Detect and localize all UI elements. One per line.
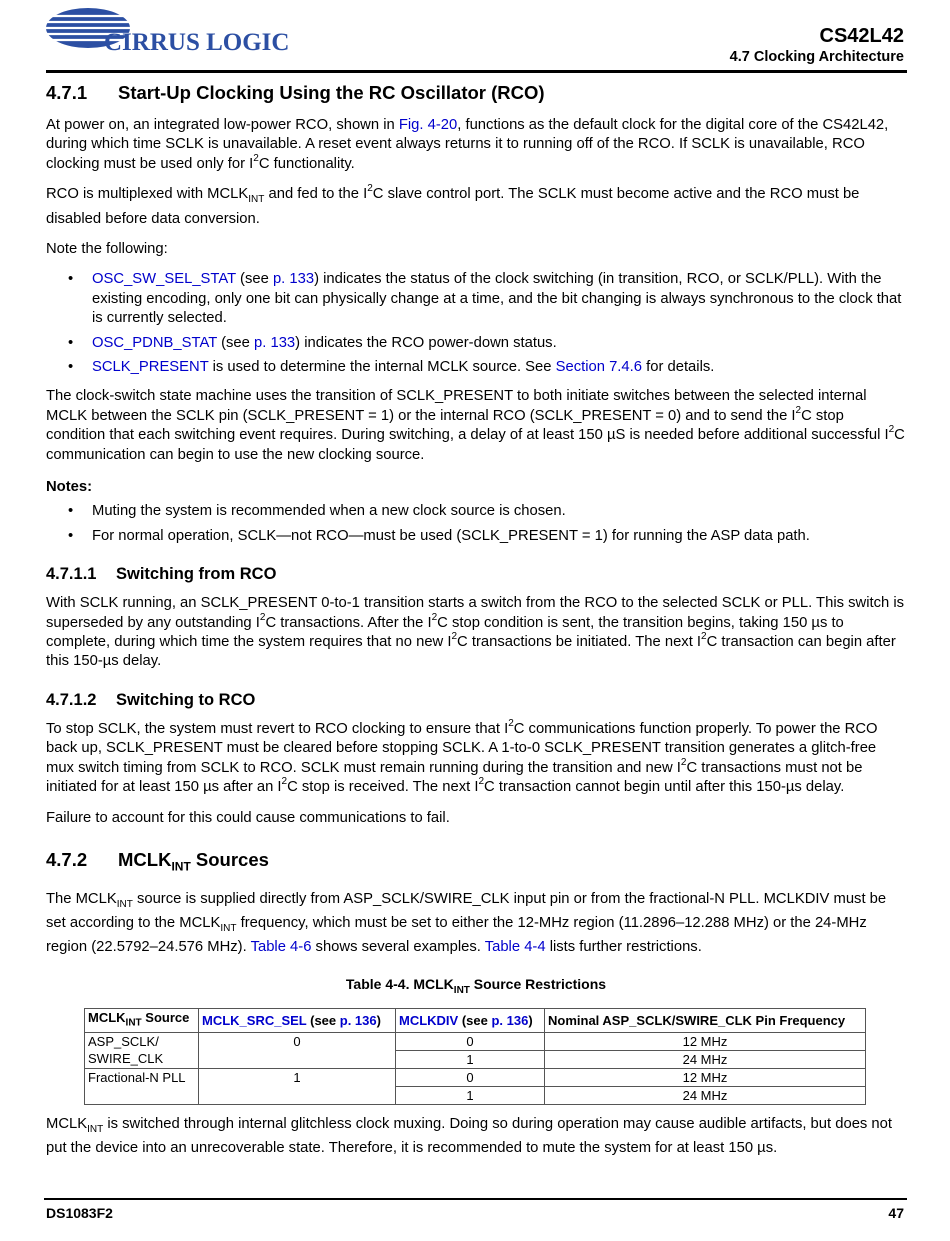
svg-text:CIRRUS LOGIC: CIRRUS LOGIC (104, 29, 290, 56)
section-heading-4-7-1-1: 4.7.1.1 Switching from RCO (46, 565, 277, 584)
footer-rule (44, 1198, 907, 1200)
table-cell: 1 (396, 1050, 545, 1068)
list-item: • OSC_SW_SEL_STAT (see p. 133) indicates the status of the clock switching (in transition, RCO, or SCLK/PLL). With the existing encoding, only one bit can physically change at a time, and the bit changing is always synchronous to the clock that is currently selected. (68, 271, 902, 327)
paragraph: RCO is multiplexed with $MCLK_{INT}$ and fed to the $I^2C$ slave control port. The SCLK must become active and the RCO must be disabled before data conversion. (46, 183, 860, 227)
page-link[interactable]: p. 136 (339, 1012, 377, 1028)
column-header: Nominal ASP_SCLK/SWIRE_CLK Pin Frequency (545, 1008, 866, 1032)
table-cell: 0 (199, 1032, 396, 1068)
paragraph: The clock-switch state machine uses the transition of SCLK_PRESENT to both initiate switches between the selected internal MCLK between the SCLK pin (SCLK_PRESENT = 1) or the internal RCO (SCLK_PRESENT = 0) and to send the $I^2C$ stop condition that each switching event requires. During switching, a delay of at least 150 µS is needed before additional successful $I^2C$ communication can begin to use the new clocking source. (46, 388, 905, 463)
part-number: CS42L42 (819, 25, 904, 47)
table-cell: 12 MHz (545, 1068, 866, 1086)
register-link[interactable]: MCLK_SRC_SEL (202, 1012, 307, 1028)
header-section-title: 4.7 Clocking Architecture (729, 49, 904, 65)
document-id: DS1083F2 (46, 1205, 113, 1221)
table-cell: 24 MHz (545, 1050, 866, 1068)
table-link[interactable]: Table 4-6 (250, 939, 312, 956)
table-row (85, 1032, 866, 1050)
table-cell: 0 (396, 1032, 545, 1050)
table-cell: 1 (396, 1086, 545, 1104)
register-link[interactable]: SCLK_PRESENT (92, 359, 209, 376)
page-link[interactable]: p. 133 (254, 334, 296, 351)
register-link[interactable]: MCLKDIV (399, 1012, 459, 1028)
list-item: • For normal operation, SCLK—not RCO—must be used (SCLK_PRESENT = 1) for running the ASP data path. (68, 527, 810, 544)
paragraph: To stop SCLK, the system must revert to RCO clocking to ensure that $I^2C$ communications function properly. To power the RCO back up, SCLK_PRESENT must be cleared before stopping SCLK. A 1-to-0 SCLK_PRESENT transition generates a glitch-free mux switch timing from SCLK to RCO. SCLK must remain running during the transition and new $I^2C$ transactions must not be initiated for at least 150 µs after an $I^2C$ stop is received. The next $I^2C$ transaction cannot begin until after this 150-µs delay. (46, 717, 878, 796)
table-cell: Fractional-N PLL (85, 1068, 199, 1104)
page-number: 47 (888, 1205, 904, 1221)
list-item: • OSC_PDNB_STAT (see p. 133) indicates the RCO power-down status. (68, 334, 557, 351)
column-header: MCLKDIV (see p. 136) (396, 1008, 545, 1032)
table-cell: 24 MHz (545, 1086, 866, 1104)
page-link[interactable]: p. 133 (272, 271, 315, 288)
table-cell: 0 (396, 1068, 545, 1086)
page-content (46, 81, 906, 1158)
table-cell: ASP_SCLK/ SWIRE_CLK (85, 1032, 199, 1068)
table-header-row (85, 1008, 866, 1032)
table-caption: Table 4-4. $MCLK_{INT}$ Source Restrictions (345, 975, 607, 996)
note-list (46, 270, 906, 377)
register-link[interactable]: OSC_PDNB_STAT (92, 334, 217, 351)
section-heading-4-7-1-2: 4.7.1.2 Switching to RCO (46, 690, 256, 709)
register-link[interactable]: OSC_SW_SEL_STAT (92, 271, 236, 288)
page-link[interactable]: p. 136 (491, 1012, 529, 1028)
table-link[interactable]: Table 4-4 (484, 939, 546, 956)
section-heading-4-7-2: 4.7.2 $MCLK_{INT}$ Sources (46, 848, 269, 874)
column-header: MCLK_SRC_SEL (see p. 136) (199, 1008, 396, 1032)
notes-list (46, 502, 906, 546)
mclk-source-table (84, 1008, 866, 1105)
section-link[interactable]: Section 7.4.6 (555, 359, 642, 376)
table-cell: 1 (199, 1068, 396, 1104)
paragraph: $MCLK_{INT}$ is switched through internal glitchless clock muxing. Doing so during operation may cause audible artifacts, but does not put the device into an unrecoverable state. Therefore, it is recommended to mute the system for at least 150 µs. (46, 1115, 893, 1156)
table-cell: 12 MHz (545, 1032, 866, 1050)
header-rule (46, 70, 907, 73)
section-heading-4-7-1: 4.7.1 Start-Up Clocking Using the RC Oscillator (RCO) (46, 82, 545, 103)
paragraph: The $MCLK_{INT}$ source is supplied directly from ASP_SCLK/SWIRE_CLK input pin or from the fractional-N PLL. MCLKDIV must be set according to the $MCLK_{INT}$ frequency, which must be set to either the 12-MHz region (11.2896–12.288 MHz) or the 24-MHz region (22.5792–24.576 MHz). Table 4-6 shows several examples. Table 4-4 lists further restrictions. (46, 890, 887, 956)
figure-link[interactable]: Fig. 4-20 (398, 117, 458, 133)
paragraph: Failure to account for this could cause communications to fail. (46, 809, 450, 826)
paragraph: Note the following: (46, 240, 168, 257)
list-item: • Muting the system is recommended when a new clock source is chosen. (68, 503, 566, 520)
notes-label: Notes: (46, 479, 93, 496)
list-item: • SCLK_PRESENT is used to determine the internal MCLK source. See Section 7.4.6 for details. (68, 359, 715, 376)
cirrus-logic-logo (44, 6, 344, 56)
column-header: $MCLK_{INT}$ Source (85, 1008, 199, 1032)
paragraph: With SCLK running, an SCLK_PRESENT 0-to-1 transition starts a switch from the RCO to the selected SCLK or PLL. This switch is superseded by any outstanding $I^2C$ transactions. After the $I^2C$ stop condition is sent, the transition begins, taking 150 µs to complete, during which time the system requires that no new $I^2C$ transactions be initiated. The next $I^2C$ transaction can begin after this 150-µs delay. (46, 595, 905, 670)
paragraph: At power on, an integrated low-power RCO, shown in Fig. 4-20, functions as the default clock for the digital core of the CS42L42, during which time SCLK is unavailable. A reset event always returns it to running off of the RCO. If SCLK is unavailable, RCO clocking must be used only for $I^2C$ functionality. (46, 117, 889, 172)
table-row (85, 1068, 866, 1086)
